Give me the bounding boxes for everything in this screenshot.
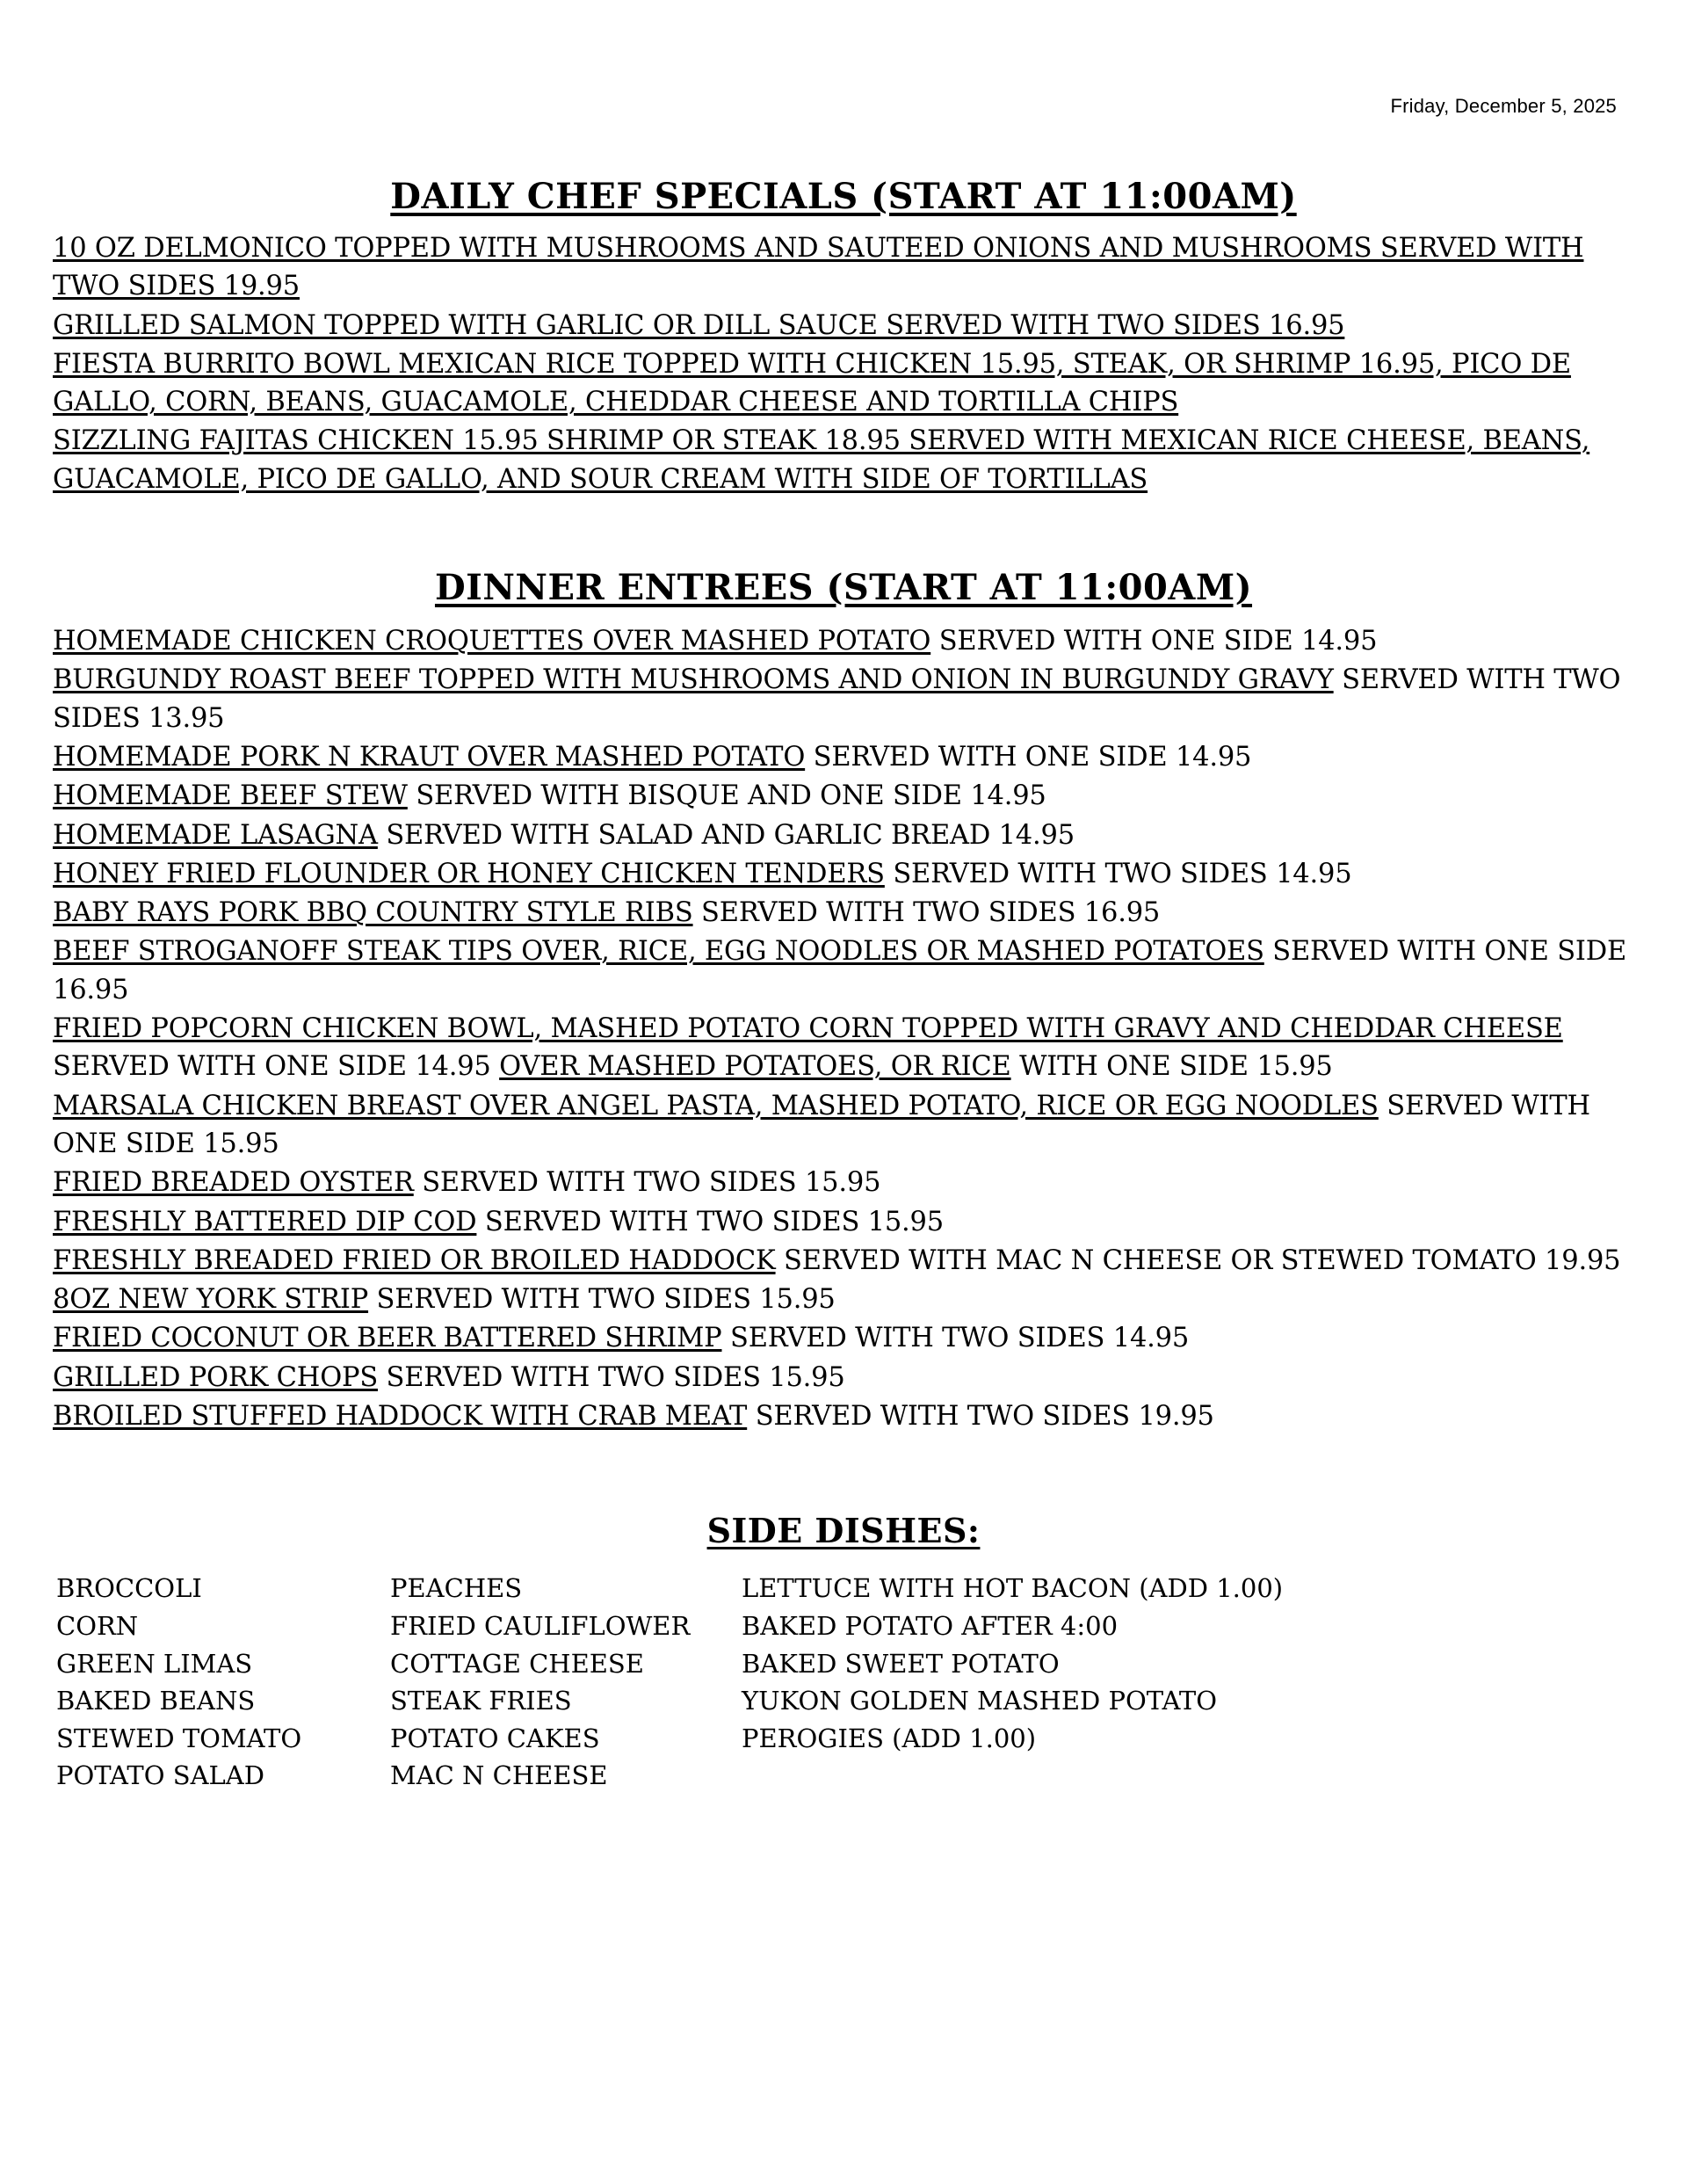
menu-item-detail: SERVED WITH TWO SIDES 13.95 [53,664,1621,734]
menu-item [53,229,1634,306]
menu-item-detail: SERVED WITH TWO SIDES 19.95 [747,1401,1214,1433]
menu-item [53,894,1634,932]
menu-item-name: FIESTA BURRITO BOWL MEXICAN RICE TOPPED WITH CHICKEN 15.95, STEAK, OR SHRIMP 16.95, PICO DE GALLO, CORN, BEANS, GUACAMOLE, CHEDDAR CHEESE AND TORTILLA CHIPS [53,348,1571,418]
daily-chef-specials-list [53,229,1634,498]
menu-item [53,1319,1634,1357]
menu-item [53,1359,1634,1397]
menu-item-detail: SERVED WITH TWO SIDES 15.95 [368,1284,836,1316]
menu-item [53,422,1634,498]
menu-item [53,1010,1634,1086]
menu-item-name: HOMEMADE PORK N KRAUT OVER MASHED POTATO [53,741,806,773]
side-dish-item: STEAK FRIES [390,1686,572,1716]
menu-item-detail: SERVED WITH BISQUE AND ONE SIDE 14.95 [407,780,1046,812]
menu-item-detail: SERVED WITH TWO SIDES 15.95 [378,1361,845,1393]
menu-item-detail-alt: WITH ONE SIDE 15.95 [1010,1051,1333,1083]
side-dish-item: COTTAGE CHEESE [390,1648,644,1679]
menu-item-name: 8OZ NEW YORK STRIP [53,1284,369,1316]
dinner-entrees-list [53,622,1634,1435]
side-dish-item: PEROGIES (ADD 1.00) [742,1723,1037,1753]
menu-item [53,1281,1634,1318]
side-dishes-grid [53,1570,1634,1795]
menu-item-detail: SERVED WITH TWO SIDES 14.95 [721,1323,1190,1354]
menu-item-name: GRILLED PORK CHOPS [53,1361,379,1393]
menu-item-detail: SERVED WITH ONE SIDE 15.95 [53,1090,1590,1159]
menu-item-detail: SERVED WITH TWO SIDES 16.95 [692,897,1161,929]
menu-item-detail: SERVED WITH TWO SIDES 15.95 [413,1167,881,1199]
menu-item [53,1397,1634,1435]
menu-item [53,307,1634,345]
menu-item [53,622,1634,660]
side-dishes-section [53,1511,1634,1795]
menu-item [53,855,1634,893]
menu-item-detail: SERVED WITH TWO SIDES 14.95 [884,858,1352,889]
side-dish-item: BAKED POTATO AFTER 4:00 [742,1610,1119,1641]
dinner-entrees-section [53,567,1634,1435]
side-dishes-column-3 [742,1570,1634,1795]
side-dish-item: FRIED CAULIFLOWER [390,1610,691,1641]
menu-item-detail: SERVED WITH ONE SIDE 14.95 [805,741,1252,773]
menu-item [53,345,1634,422]
menu-item-name: HOMEMADE CHICKEN CROQUETTES OVER MASHED POTATO [53,626,931,657]
menu-item [53,1164,1634,1201]
menu-item-detail: SERVED WITH ONE SIDE 14.95 [930,626,1378,657]
daily-chef-specials-title: DAILY CHEF SPECIALS (START AT 11:00AM) [390,176,1297,217]
side-dishes-column-2 [390,1570,742,1795]
side-dish-item: STEWED TOMATO [56,1723,302,1753]
menu-item-name: SIZZLING FAJITAS CHICKEN 15.95 SHRIMP OR STEAK 18.95 SERVED WITH MEXICAN RICE CHEESE, BEANS, GUACAMOLE, PICO DE GALLO, AND SOUR CREAM WITH SIDE OF TORTILLAS [53,425,1590,495]
menu-item-name-alt: OVER MASHED POTATOES, OR RICE [499,1051,1011,1083]
side-dish-item: POTATO SALAD [56,1760,264,1791]
menu-item [53,661,1634,737]
side-dish-item: YUKON GOLDEN MASHED POTATO [742,1686,1218,1716]
menu-item [53,777,1634,815]
menu-item [53,1242,1634,1280]
side-dish-item: CORN [56,1610,139,1641]
menu-item [53,1203,1634,1241]
menu-item-name: MARSALA CHICKEN BREAST OVER ANGEL PASTA, MASHED POTATO, RICE OR EGG NOODLES [53,1090,1379,1121]
side-dish-item: POTATO CAKES [390,1723,600,1753]
menu-item-detail: SERVED WITH ONE SIDE 16.95 [53,936,1627,1005]
menu-item-name: FRIED POPCORN CHICKEN BOWL, MASHED POTATO CORN TOPPED WITH GRAVY AND CHEDDAR CHEESE [53,1013,1563,1045]
side-dish-item: PEACHES [390,1573,523,1604]
menu-item-detail: SERVED WITH SALAD AND GARLIC BREAD 14.95 [377,819,1075,851]
menu-item-name: BROILED STUFFED HADDOCK WITH CRAB MEAT [53,1401,748,1433]
menu-item-name: 10 OZ DELMONICO TOPPED WITH MUSHROOMS AND SAUTEED ONIONS AND MUSHROOMS SERVED WITH TWO SIDES 19.95 [53,233,1584,302]
side-dish-item: BAKED BEANS [56,1686,256,1716]
menu-item-detail: SERVED WITH TWO SIDES 15.95 [476,1206,944,1237]
document-date: Friday, December 5, 2025 [1390,95,1617,117]
dinner-entrees-title: DINNER ENTREES (START AT 11:00AM) [434,567,1253,609]
menu-item-name: HOMEMADE LASAGNA [53,819,378,851]
menu-item-name: HOMEMADE BEEF STEW [53,780,408,812]
side-dish-item: MAC N CHEESE [390,1760,608,1791]
side-dishes-title: SIDE DISHES: [706,1511,981,1551]
menu-item [53,932,1634,1009]
menu-item-detail: SERVED WITH ONE SIDE 14.95 [53,1051,500,1083]
menu-item-name: GRILLED SALMON TOPPED WITH GARLIC OR DILL SAUCE SERVED WITH TWO SIDES 16.95 [53,309,1345,341]
side-dishes-column-1 [56,1570,390,1795]
menu-item-name: BURGUNDY ROAST BEEF TOPPED WITH MUSHROOMS AND ONION IN BURGUNDY GRAVY [53,664,1334,696]
menu-item-name: FRESHLY BREADED FRIED OR BROILED HADDOCK [53,1244,776,1276]
menu-item-name: HONEY FRIED FLOUNDER OR HONEY CHICKEN TENDERS [53,858,885,889]
side-dish-item: BROCCOLI [56,1573,202,1604]
menu-item-name: FRIED BREADED OYSTER [53,1167,414,1199]
side-dish-item: LETTUCE WITH HOT BACON (ADD 1.00) [742,1573,1284,1604]
menu-item-name: FRIED COCONUT OR BEER BATTERED SHRIMP [53,1323,722,1354]
menu-item-name: BEEF STROGANOFF STEAK TIPS OVER, RICE, EGG NOODLES OR MASHED POTATOES [53,936,1264,968]
daily-chef-specials-section [53,176,1634,498]
menu-item-name: FRESHLY BATTERED DIP COD [53,1206,477,1237]
menu-item [53,816,1634,854]
side-dish-item: GREEN LIMAS [56,1648,253,1679]
side-dish-item: BAKED SWEET POTATO [742,1648,1060,1679]
menu-item-name: BABY RAYS PORK BBQ COUNTRY STYLE RIBS [53,897,693,929]
menu-item [53,1087,1634,1164]
menu-item-detail: SERVED WITH MAC N CHEESE OR STEWED TOMATO 19.95 [775,1244,1621,1276]
menu-item [53,738,1634,776]
